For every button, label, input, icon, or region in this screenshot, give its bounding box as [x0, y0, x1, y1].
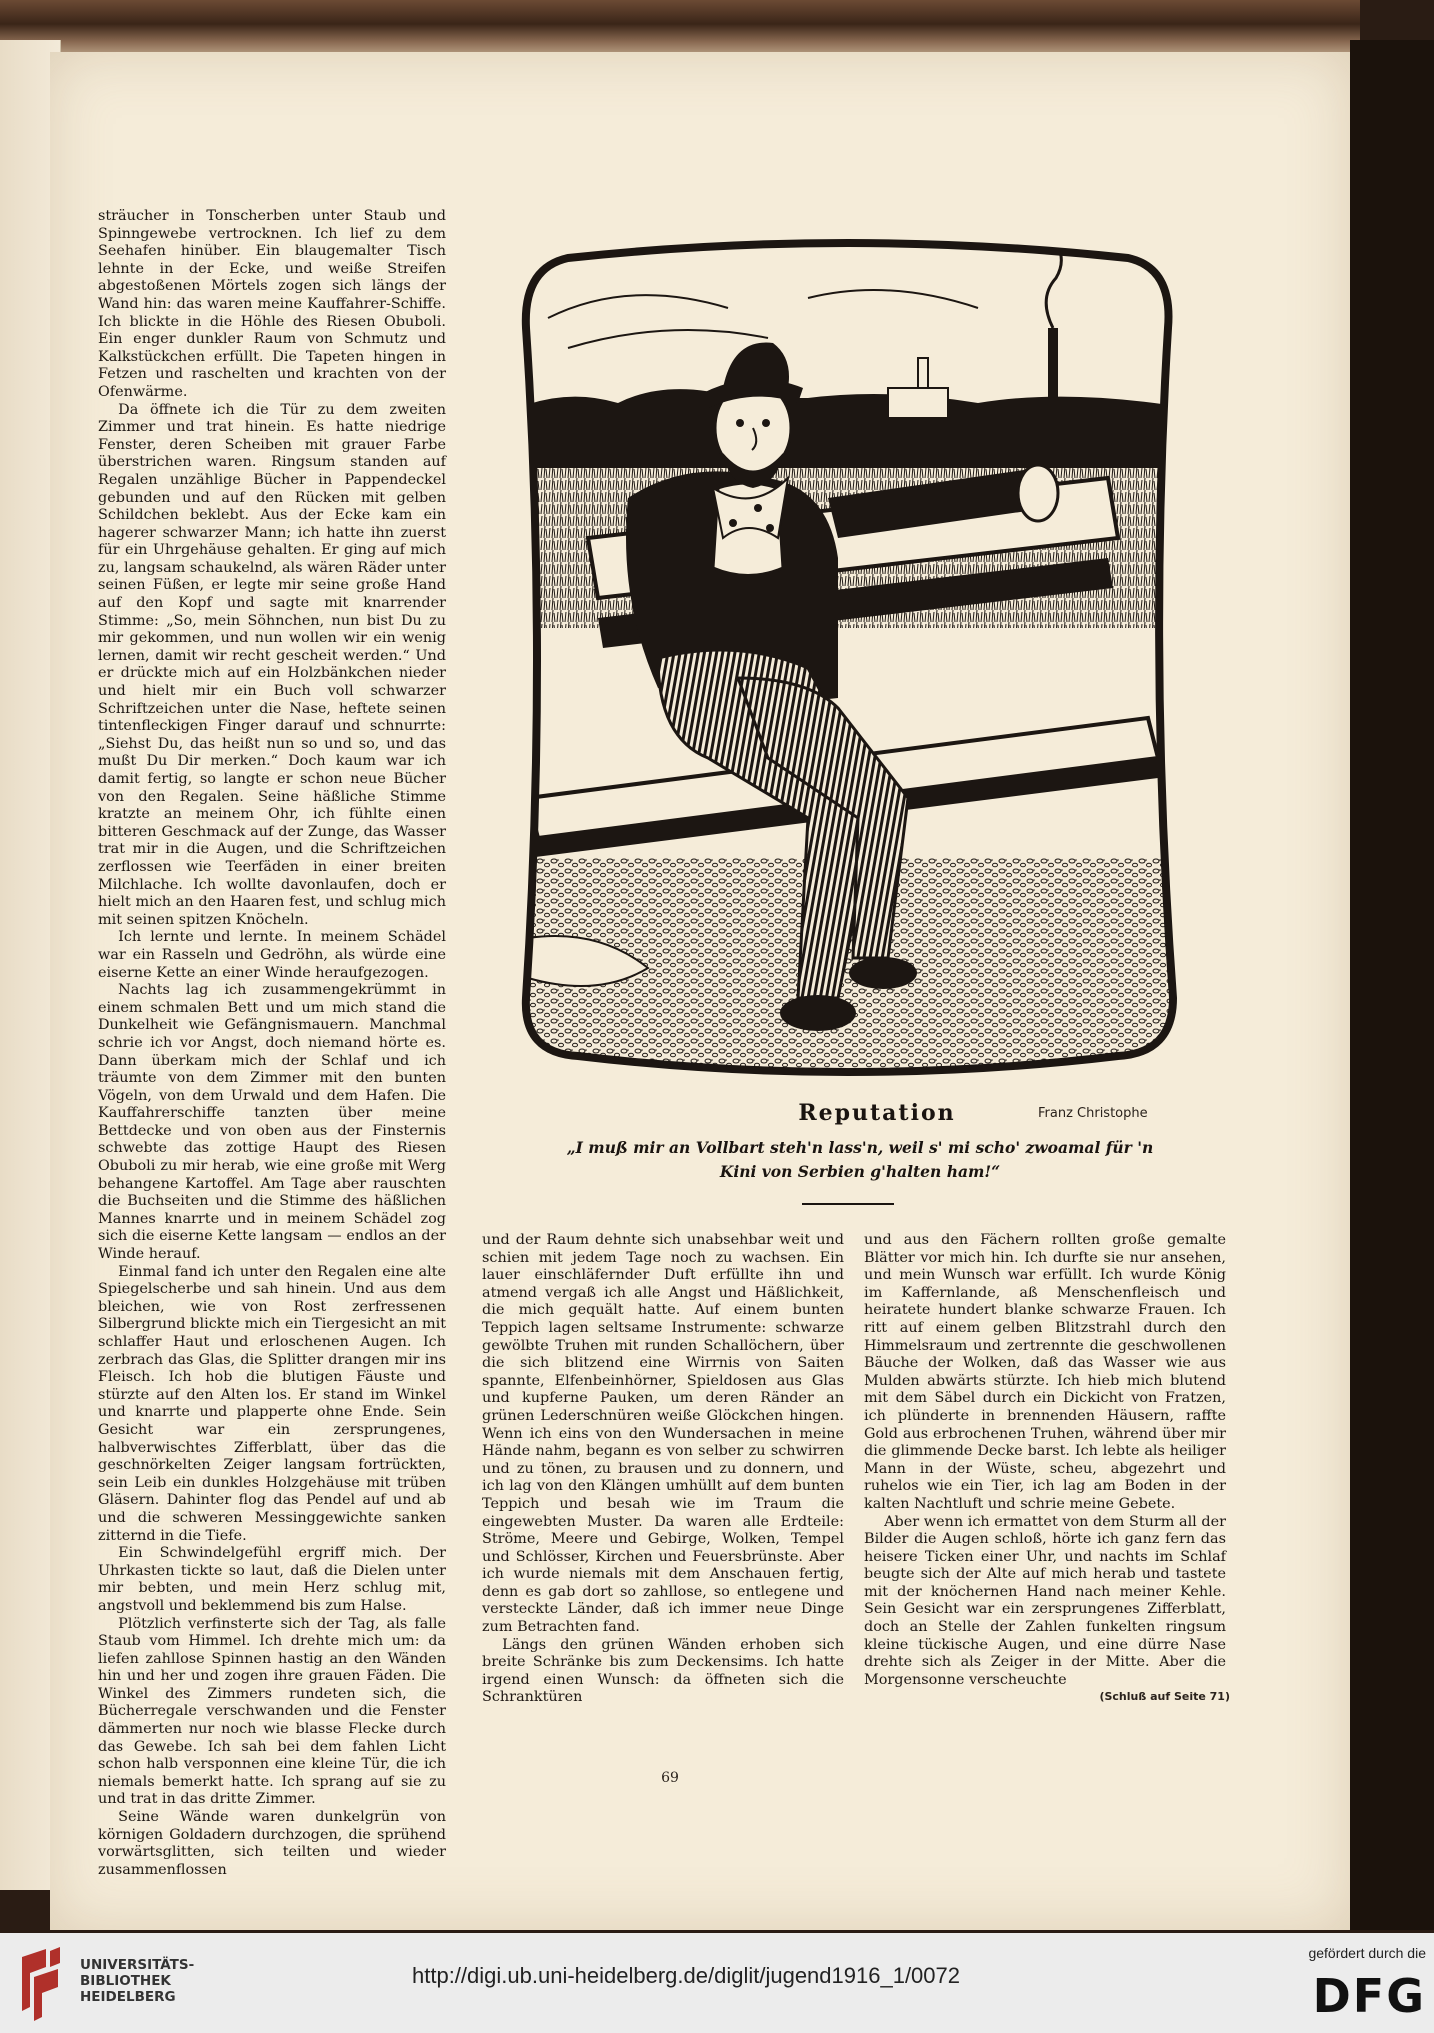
paragraph: und aus den Fächern rollten große gemalte Blätter vor mich hin. Ich durfte sie nur ansehen, und mein Wunsch war erfüllt. Ich wurde König im Kaffernlande, aß Menschenfleisch und heiratete hundert blanke schwarze Frauen. Ich ritt auf einem gelben Blitzstrahl durch den Himmelsraum und zertrennte die geschwollenen Bäuche der Wolken, daß das Wasser wie aus Mulden abwärts stürzte. Ich hieb mich blutend mit dem Säbel durch ein Dickicht von Fratzen, ich plünderte in brennenden Häusern, raffte Gold aus erbrochenen Truhen, während über mir die glimmende Decke barst. Ich lebte als heiliger Mann in der Wüste, scheu, abgezehrt und ruhelos wie ein Tier, ich lag am Boden in der kalten Nachtluft und schrie meine Gebete.: [864, 1232, 1226, 1512]
paragraph: Seine Wände waren dunkelgrün von körnigen Goldadern durchzogen, die sprühend vorwärtsglitten, sich teilten und wieder zusammenflossen: [98, 1809, 446, 1878]
paragraph: Einmal fand ich unter den Regalen eine alte Spiegelscherbe und sah hinein. Und aus dem bleichen, wie von Rost zerfressenen Silbergrund blickte mich ein Tiergesicht an mit schlaffer Haut und erloschenen Augen. Ich zerbrach das Glas, die Splitter drangen mir ins Fleisch. Ich hob die blutigen Fäuste und stürzte auf den Alten los. Er stand im Winkel und knarrte und plapperte ohne Ende. Sein Gesicht war ein zersprungenes, halbverwischtes Zifferblatt, über das die geschnörkelten Zeiger langsam fortrückten, sein Leib ein dunkles Holzgehäuse mit trüben Gläsern. Dahinter flog das Pendel auf und ab und die schweren Messinggewichte sanken zitternd in die Tiefe.: [98, 1263, 446, 1544]
text-column-right: [864, 1232, 1226, 1689]
text-column-middle: [482, 1232, 844, 1707]
paragraph: Ein Schwindelgefühl ergriff mich. Der Uhrkasten tickte so laut, daß die Dielen unter mir bebten, und mein Herz schlug mit, angstvoll und beklemmend bis zum Halse.: [98, 1545, 446, 1614]
paragraph: Plötzlich verfinsterte sich der Tag, als falle Staub vom Himmel. Ich drehte mich um: da liefen zahllose Spinnen hastig an den Wänden hin und her und zogen ihre grauen Fäden. Die Winkel des Zimmers rundeten sich, die Bücherregale verschwanden und die Fenster dämmerten nur noch wie blasse Flecke durch das Gewebe. Ich sah bei dem fahlen Licht schon halb versponnen eine kleine Tür, die ich niemals bemerkt hatte. Ich sprang auf sie zu und trat in das dritte Zimmer.: [98, 1615, 446, 1808]
text-column-left: [98, 208, 446, 1879]
library-name: [80, 1957, 194, 2005]
illustration-artist: Franz Christophe: [1038, 1106, 1148, 1121]
source-url-link[interactable]: http://digi.ub.uni-heidelberg.de/diglit/jugend1916_1/0072: [412, 1963, 960, 1988]
paragraph: Ich lernte und lernte. In meinem Schädel war ein Rasseln und Gedröhn, als würde eine eiserne Kette an einer Winde heraufgezogen.: [98, 929, 446, 981]
funded-by-label: gefördert durch die: [1308, 1945, 1426, 1961]
illustration-caption: [540, 1136, 1180, 1184]
paragraph: Da öffnete ich die Tür zu dem zweiten Zimmer und trat hinein. Es hatte niedrige Fenster, deren Scheiben mit grauer Farbe überstrichen waren. Ringsum standen auf Regalen unzählige Bücher in Pappendeckel gebunden und auf den Rücken mit gelben Schildchen beklebt. Aus der Ecke kam ein hagerer schwarzer Mann; ich hatte ihn zuerst für ein Uhrgehäuse gehalten. Er ging auf mich zu, langsam schaukelnd, als wären Räder unter seinen Füßen, er legte mir seine große Hand auf den Kopf und sagte mit knarrender Stimme: „So, mein Söhnchen, nun bist Du zu mir gekommen, und nun wollen wir ein wenig lernen, damit wir recht gescheit werden.“ Und er drückte mich auf ein Holzbänkchen nieder und hielt mir ein Buch voll schwarzer Schriftzeichen unter die Nase, heftete seinen tintenfleckigen Finger darauf und schnurrte: „Siehst Du, das heißt nun so und so, und das mußt Du Dir merken.“ Doch kaum war ich damit fertig, so langte er schon neue Bücher von den Regalen. Seine häßliche Stimme kratzte an meinem Ohr, ich fühlte einen bitteren Geschmack auf der Zunge, das Wasser trat mir in die Augen, und die Schriftzeichen zerflossen wie Teerfäden in einer breiten Milchlache. Ich wollte davonlaufen, doch er hielt mich an den Haaren fest, und schlug mich mit seinen spitzen Knöcheln.: [98, 401, 446, 928]
continued-note: (Schluß auf Seite 71): [1099, 1690, 1230, 1703]
caption-divider: [802, 1203, 894, 1205]
footer-bar: [0, 1933, 1434, 2033]
paragraph: Längs den grünen Wänden erhoben sich breite Schränke bis zum Deckensims. Ich hatte irgend einen Wunsch: da öffneten sich die Schranktüren: [482, 1636, 844, 1706]
dfg-logo: DFG: [1312, 1969, 1426, 2023]
paragraph: Nachts lag ich zusammengekrümmt in einem schmalen Bett und um mich stand die Dunkelheit wie Gefängnismauern. Manchmal schrie ich vor Angst, doch niemand hörte es. Dann überkam mich der Schlaf und ich träumte von dem Zimmer mit den bunten Vögeln, von dem Urwald und dem Hafen. Die Kauffahrerschiffe tanzten über meine Bettdecke und von oben aus der Finsternis schwebte das zottige Haupt des Riesen Obuboli zu mir herab, wie eine große mit Werg behangene Kartoffel. Am Tage aber rauschten die Buchseiten und die Stimme des häßlichen Mannes knarrte und in meinem Schädel zog sich die eiserne Kette langsam — endlos an der Winde herauf.: [98, 982, 446, 1263]
library-name-line: BIBLIOTHEK: [80, 1973, 171, 1989]
caption-line: Kini von Serbien g'halten ham!“: [719, 1162, 1001, 1181]
illustration-title: Reputation: [798, 1100, 956, 1126]
book-top-edge: [0, 0, 1360, 60]
paragraph: und der Raum dehnte sich unabsehbar weit und schien mit jedem Tage noch zu wachsen. Ein lauer einschläfernder Duft erfüllte ihn und atmend vergaß ich alle Angst und Häßlichkeit, die mich gequält hatte. Auf einem bunten Teppich lagen seltsame Instrumente: schwarze gewölbte Truhen mit runden Schallöchern, über die sich blitzend eine Wirrnis von Saiten spannte, Elfenbeinhörner, Spieldosen aus Glas und kupferne Pauken, um deren Ränder an grünen Lederschnüren weiße Glöckchen hingen. Wenn ich eins von den Wundersachen in meine Hände nahm, begann es von selber zu schwirren und zu tönen, zu brausen und zu donnern, und ich lag von den Klängen umhüllt auf dem bunten Teppich und besah wie im Traum die eingewebten Muster. Da waren alle Erdteile: Ströme, Meere und Gebirge, Wolken, Tempel und Schlösser, Kirchen und Feuersbrünste. Aber ich wurde niemals mit dem Anschauen fertig, denn es gab dort so zahllose, so entlegene und versteckte Länder, daß ich immer neue Dinge zum Betrachten fand.: [482, 1232, 844, 1636]
library-name-line: HEIDELBERG: [80, 1989, 176, 2005]
page-number: 69: [661, 1770, 679, 1786]
book-right-edge: [1350, 40, 1434, 1930]
paragraph: sträucher in Tonscherben unter Staub und Spinngewebe vertrocknen. Ich lief zu dem Seehafen hinüber. Ein blaugemalter Tisch lehnte in der Ecke, und weiße Streifen abgestoßenen Mörtels zogen sich längs der Wand hin: das waren meine Kauffahrer-Schiffe. Ich blickte in die Höhle des Riesen Obuboli. Ein enger dunkler Raum von Schmutz und Kalkstückchen erfüllt. Die Tapeten hingen in Fetzen und raschelten und krachten von der Ofenwärme.: [98, 208, 446, 400]
paragraph: Aber wenn ich ermattet von dem Sturm all der Bilder die Augen schloß, hörte ich ganz fern das heisere Ticken einer Uhr, und nachts im Schlaf beugte sich der Alte auf mich herab und tastete mit der knöchernen Hand nach meiner Kehle. Sein Gesicht war ein zersprungenes Zifferblatt, doch an Stelle der Zahlen funkelten ringsum kleine tückische Augen, und eine dürre Nase drehte sich als Zeiger in der Mitte. Aber die Morgensonne verscheuchte: [864, 1513, 1226, 1688]
university-library-logo-icon: [16, 1947, 64, 2021]
library-name-line: UNIVERSITÄTS-: [80, 1957, 195, 1973]
caption-line: „I muß mir an Vollbart steh'n lass'n, weil s' mi scho' zwoamal für 'n: [566, 1138, 1154, 1157]
illustration-old-man-on-bench: [508, 238, 1188, 1078]
